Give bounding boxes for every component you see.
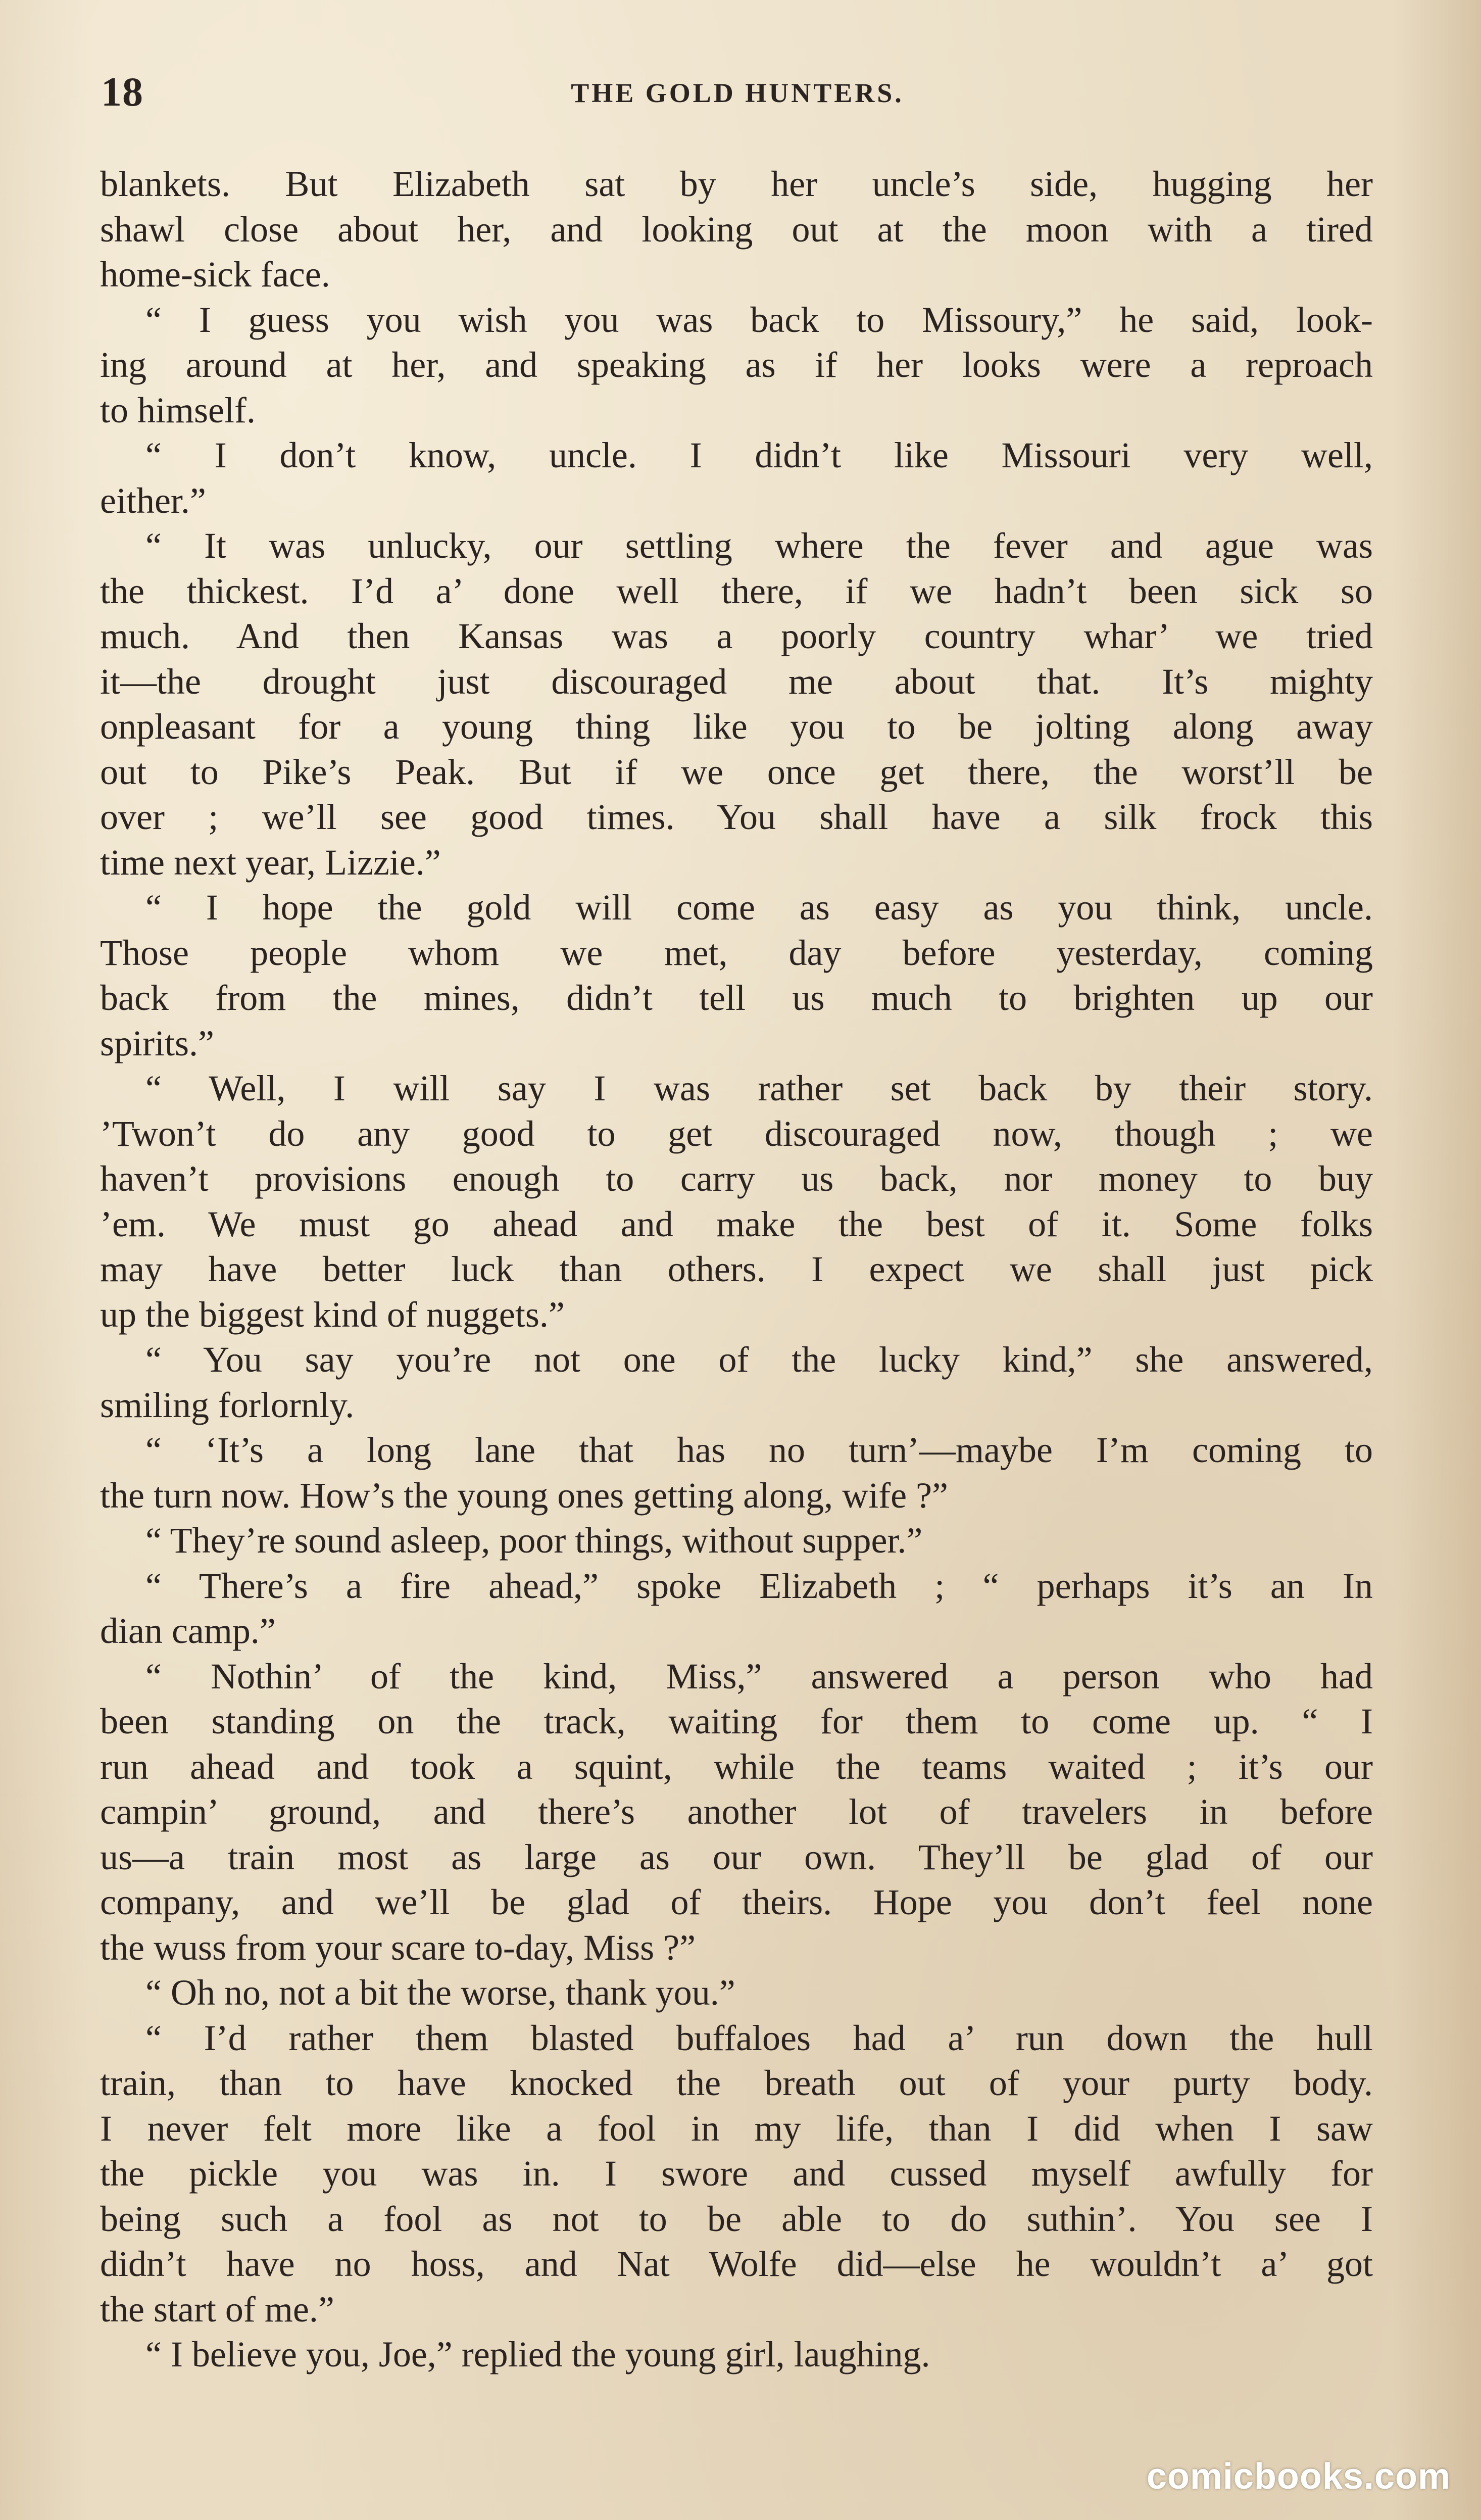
text-line: I never felt more like a fool in my life, than I did when I saw bbox=[100, 2108, 1373, 2149]
text-line: “ Nothin’ of the kind, Miss,” answered a person who had bbox=[145, 1656, 1373, 1697]
watermark: comicbooks.com bbox=[1146, 2456, 1451, 2497]
text-line: out to Pike’s Peak. But if we once get there, the worst’ll be bbox=[100, 751, 1373, 792]
text-line: the pickle you was in. I swore and cussed myself awfully for bbox=[100, 2153, 1373, 2194]
text-line: the start of me.” bbox=[100, 2289, 334, 2330]
text-line: “ I don’t know, uncle. I didn’t like Missouri very well, bbox=[145, 435, 1373, 475]
text-line: “ There’s a fire ahead,” spoke Elizabeth ; “ perhaps it’s an In bbox=[145, 1565, 1373, 1606]
text-line: shawl close about her, and looking out at the moon with a tired bbox=[100, 209, 1373, 250]
text-line: “ They’re sound asleep, poor things, without supper.” bbox=[145, 1520, 923, 1561]
page-number: 18 bbox=[101, 69, 143, 115]
text-line: home-sick face. bbox=[100, 254, 330, 295]
text-line: ’em. We must go ahead and make the best of it. Some folks bbox=[100, 1203, 1373, 1244]
text-line: being such a fool as not to be able to do suthin’. You see I bbox=[100, 2198, 1373, 2239]
text-line: haven’t provisions enough to carry us back, nor money to buy bbox=[100, 1158, 1373, 1199]
text-line: “ I guess you wish you was back to Missoury,” he said, look- bbox=[145, 299, 1373, 340]
text-line: up the biggest kind of nuggets.” bbox=[100, 1294, 565, 1335]
text-line: the wuss from your scare to-day, Miss ?” bbox=[100, 1927, 696, 1968]
text-line: campin’ ground, and there’s another lot of travelers in before bbox=[100, 1791, 1373, 1832]
text-line: spirits.” bbox=[100, 1023, 214, 1063]
text-line: time next year, Lizzie.” bbox=[100, 842, 441, 883]
body-text bbox=[100, 162, 1373, 2378]
text-line: back from the mines, didn’t tell us much to brighten up our bbox=[100, 978, 1373, 1018]
text-line: it—the drought just discouraged me about that. It’s mighty bbox=[100, 661, 1373, 702]
text-line: Those people whom we met, day before yesterday, coming bbox=[100, 932, 1373, 973]
text-line: “ ‘It’s a long lane that has no turn’—maybe I’m coming to bbox=[145, 1430, 1373, 1470]
text-line: over ; we’ll see good times. You shall have a silk frock this bbox=[100, 797, 1373, 837]
text-line: either.” bbox=[100, 480, 206, 521]
text-line: “ I believe you, Joe,” replied the young girl, laughing. bbox=[145, 2334, 930, 2374]
text-line: didn’t have no hoss, and Nat Wolfe did—else he wouldn’t a’ got bbox=[100, 2244, 1373, 2284]
text-line: much. And then Kansas was a poorly country whar’ we tried bbox=[100, 616, 1373, 656]
text-line: the turn now. How’s the young ones getting along, wife ?” bbox=[100, 1475, 948, 1516]
text-line: dian camp.” bbox=[100, 1611, 276, 1651]
text-line: the thickest. I’d a’ done well there, if we hadn’t been sick so bbox=[100, 570, 1373, 611]
text-line: “ You say you’re not one of the lucky kind,” she answered, bbox=[145, 1339, 1373, 1380]
text-line: ’Twon’t do any good to get discouraged now, though ; we bbox=[100, 1113, 1373, 1154]
text-line: “ Well, I will say I was rather set back by their story. bbox=[145, 1068, 1373, 1108]
text-line: us—a train most as large as our own. They’ll be glad of our bbox=[100, 1836, 1373, 1877]
text-line: “ Oh no, not a bit the worse, thank you.” bbox=[145, 1972, 735, 2013]
running-head: THE GOLD HUNTERS. bbox=[571, 78, 904, 108]
text-line: run ahead and took a squint, while the teams waited ; it’s our bbox=[100, 1746, 1373, 1787]
text-line: blankets. But Elizabeth sat by her uncle’s side, hugging her bbox=[100, 164, 1373, 204]
text-line: to himself. bbox=[100, 390, 256, 430]
text-line: smiling forlornly. bbox=[100, 1384, 355, 1425]
text-line: “ It was unlucky, our settling where the fever and ague was bbox=[145, 525, 1373, 566]
text-line: onpleasant for a young thing like you to be jolting along away bbox=[100, 706, 1373, 747]
page-header bbox=[101, 68, 1374, 124]
text-line: “ I hope the gold will come as easy as you think, uncle. bbox=[145, 887, 1373, 928]
text-line: train, than to have knocked the breath out of your purty body. bbox=[100, 2063, 1373, 2103]
text-line: may have better luck than others. I expect we shall just pick bbox=[100, 1249, 1373, 1289]
text-line: been standing on the track, waiting for them to come up. “ I bbox=[100, 1701, 1373, 1741]
text-line: company, and we’ll be glad of theirs. Hope you don’t feel none bbox=[100, 1882, 1373, 1922]
text-line: “ I’d rather them blasted buffaloes had a’ run down the hull bbox=[145, 2017, 1373, 2058]
text-line: ing around at her, and speaking as if her looks were a reproach bbox=[100, 345, 1373, 385]
